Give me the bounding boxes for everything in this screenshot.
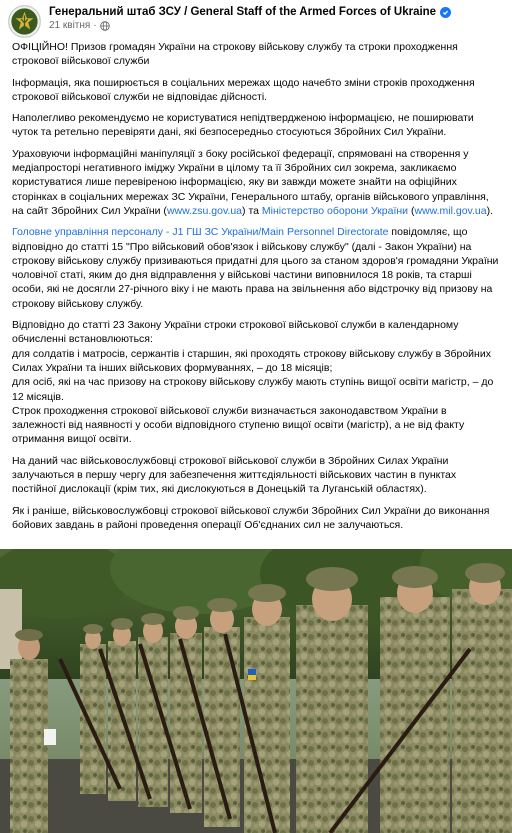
paragraph-text: Ураховуючи інформаційні маніпуляції з боку російської федерації, спрямовані на створення у медіапросторі негативного іміджу України в цілому та її Збройних сил зокрема, закликаємо користуватися лише перевіреною інформацією, яку ви завжди можете знайти на офіційних сторінках в соціальних мережах ЗС України, Генерального штабу, органів військового управління, на сайт Збройних Сил України ( (12, 147, 489, 217)
meta-separator: · (93, 20, 97, 31)
zsu-site-link[interactable]: www.zsu.gov.ua (166, 204, 243, 217)
post-text (0, 40, 512, 532)
paragraph-line: Строк проходження строкової військової служби визначається законодавством України в залежності від наявності у особи відповідного ступеню вищої освіти (магістр), а не від факту отримання вищої освіти. (12, 404, 465, 446)
post-paragraph-8: Як і раніше, військовослужбовці строкової військової служби Збройних Сил України до виконання бойових завдань в районі проведення операції Об'єднаних сил не залучаються. (12, 504, 490, 531)
soldiers-formation-photo (0, 549, 512, 833)
verified-badge-icon (440, 7, 451, 18)
post-header (0, 0, 512, 40)
page-name[interactable]: Генеральний штаб ЗСУ / General Staff of the Armed Forces of Ukraine (49, 6, 437, 18)
paragraph-line: Відповідно до статті 23 Закону України строки строкової військової служби в календарному обчисленні встановлюються: (12, 319, 459, 346)
post-paragraph-4 (12, 147, 502, 218)
paragraph-text: ) та (242, 204, 262, 217)
post-paragraph-1: ОФІЦІЙНО! Призов громадян України на строкову військову службу та строки проходження строкової військової служби (12, 41, 458, 68)
mil-site-link[interactable]: www.mil.gov.ua (414, 204, 487, 217)
personnel-directorate-link[interactable]: Головне управління персоналу - J1 ГШ ЗС України/Main Personnel Directorate (12, 226, 389, 239)
globe-icon (100, 21, 110, 31)
mod-page-link[interactable]: Міністерство оборони України (261, 204, 409, 217)
emblem-icon (9, 5, 40, 38)
page-avatar[interactable] (8, 5, 41, 38)
paragraph-line: для осіб, які на час призову на строкову військову службу мають ступінь вищої освіти магістр, – до 12 місяців. (12, 376, 494, 403)
post-paragraph-2: Інформація, яка поширюється в соціальних мережах щодо начебто зміни строків проходження строкової військової служби не відповідає дійсності. (12, 76, 475, 103)
paragraph-text: ( (408, 204, 415, 217)
post-date[interactable]: 21 квітня (49, 20, 91, 31)
post-paragraph-5 (12, 225, 502, 311)
paragraph-text: повідомляє, що відповідно до статті 15 "Про військовий обов'язок і військову службу" (далі - Закон України) на строкову військову службу призиваються придатні для цього за станом здоров'я громадяни України чоловічої статі, яким до дня відправлення у військові частини виповнилося 18 років, та старші особи, які не досягли 27-річного віку і не мають права на звільнення або відстрочку від призову на строкову військову службу. (12, 226, 499, 310)
post-photo[interactable] (0, 549, 512, 833)
paragraph-text: ). (486, 204, 494, 217)
paragraph-line: для солдатів і матросів, сержантів і старшин, які проходять строкову військову службу в Збройних Силах України та інших військових формуваннях, – до 18 місяців; (12, 347, 491, 374)
post-paragraph-7: На даний час військовослужбовці строкової військової служби в Збройних Силах України залучаються в першу чергу для забезпечення життєдіяльності військових частин в пунктах постійної дислокації (крім тих, які дислокуються в Донецькій та Луганській областях). (12, 454, 457, 496)
post-paragraph-6 (12, 318, 502, 447)
post-paragraph-3: Наполегливо рекомендуємо не користуватися непідтвердженою інформацією, не поширювати чуток та ретельно перевіряти дані, які безпосередньо стосуються Збройних Сил України. (12, 112, 474, 139)
